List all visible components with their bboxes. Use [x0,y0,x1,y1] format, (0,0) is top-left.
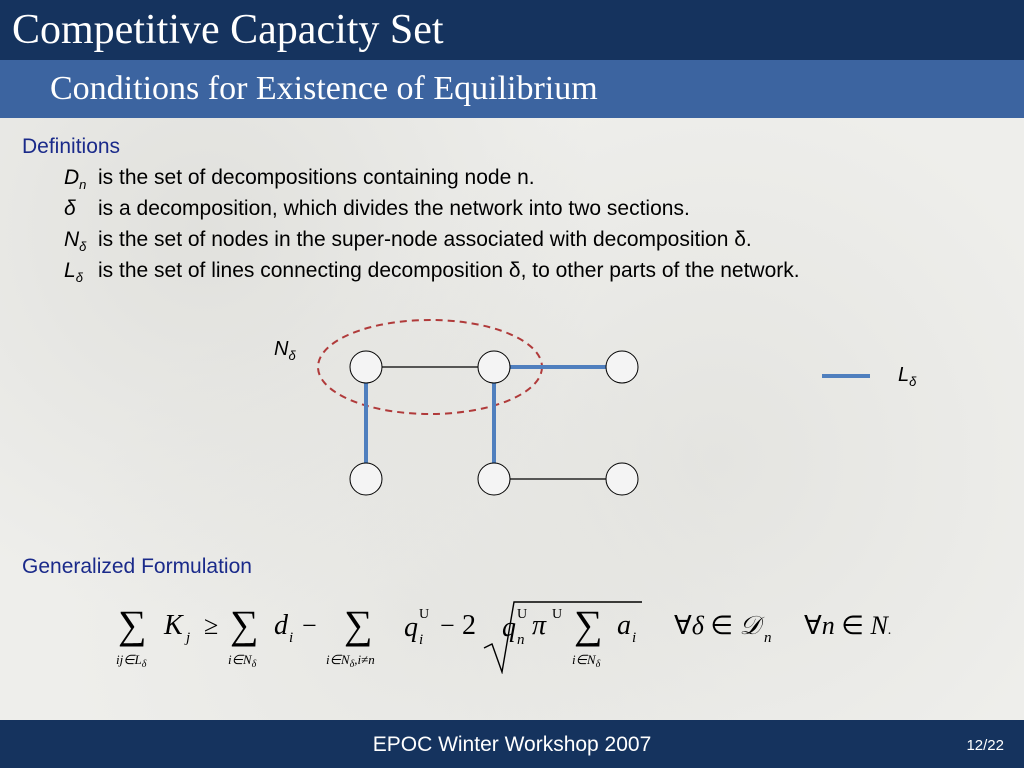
definition-symbol-delta: δ [64,197,76,220]
formula-sum-2: ∑ [230,602,259,647]
formula-d-sub: i [289,630,294,646]
formula-forall-delta: ∀δ ∈ 𝒟 [674,611,761,640]
formula-geq: ≥ [204,611,219,640]
network-node [350,351,382,383]
formula-q-sub: i [419,632,424,648]
definition-symbol-ndelta: $N_\delta$ [64,228,87,255]
equilibrium-formula [112,600,912,674]
formula-pi-sup: U [552,607,563,622]
page-number: 12/22 [966,737,1004,754]
legend-label: $L_\delta$ [898,364,917,389]
definition-symbol-dn: $D_n$ [64,166,87,193]
formula-d: d [274,610,288,641]
formula-k: K [164,610,183,641]
formula-dn-sub: n [764,630,772,646]
formula-two: 2 [462,610,476,641]
formula-q-sup: U [419,607,430,622]
formulation-heading: Generalized Formulation [22,555,252,578]
formula-sum-2-index: $i\in N_\delta$ [228,652,257,670]
formula-sum-3: ∑ [344,602,373,647]
definition-text-delta: is a decomposition, which divides the network into two sections. [98,197,690,220]
network-node [478,463,510,495]
slide-title: Competitive Capacity Set [12,7,444,53]
definition-text-dn: is the set of decompositions containing node n. [98,166,535,189]
formula-qn-sup: U [517,607,528,622]
formula-pi: π [532,610,547,641]
formula-qn: q [502,612,516,643]
network-node [606,463,638,495]
network-node [606,351,638,383]
formula-q: q [404,612,418,643]
formula-sum-1-index: $ij\in L_\delta$ [116,652,147,670]
formula-sum-4-index: $i\in N_\delta$ [572,652,601,670]
slide-subtitle: Conditions for Existence of Equilibrium [50,70,598,107]
supernode-label: $N_\delta$ [274,338,296,363]
formula-a: a [617,610,631,641]
formula-minus-1: − [302,611,317,640]
formula-sum-3-index: $i\in N_\delta,i\ne n$ [326,652,375,670]
formula-text: Σ_{ij∈Lδ} K_j ≥ Σ_{i∈Nδ} d_i − Σ_{i∈Nδ,i≠n} q_i^U − 2 √( q_n^U π^U Σ_{i∈Nδ} a_i ) ∀δ ∈ D_n ∀n ∈ N. [112,600,159,601]
network-node [350,463,382,495]
formula-sum-4: ∑ [574,602,603,647]
formula-forall-n: ∀n ∈ N. [804,611,892,640]
footer-text: EPOC Winter Workshop 2007 [372,733,652,756]
formula-a-sub: i [632,630,637,646]
network-node [478,351,510,383]
formula-sum-1: ∑ [118,602,147,647]
definitions-heading: Definitions [22,135,121,158]
formula-minus-2: − [440,611,455,640]
definition-text-ldelta: is the set of lines connecting decomposition δ, to other parts of the network. [98,259,800,282]
definition-text-ndelta: is the set of nodes in the super-node associated with decomposition δ. [98,228,752,251]
formula-k-sub: j [186,630,191,646]
formula-qn-sub: n [517,632,525,648]
definition-symbol-ldelta: $L_\delta$ [64,259,83,286]
